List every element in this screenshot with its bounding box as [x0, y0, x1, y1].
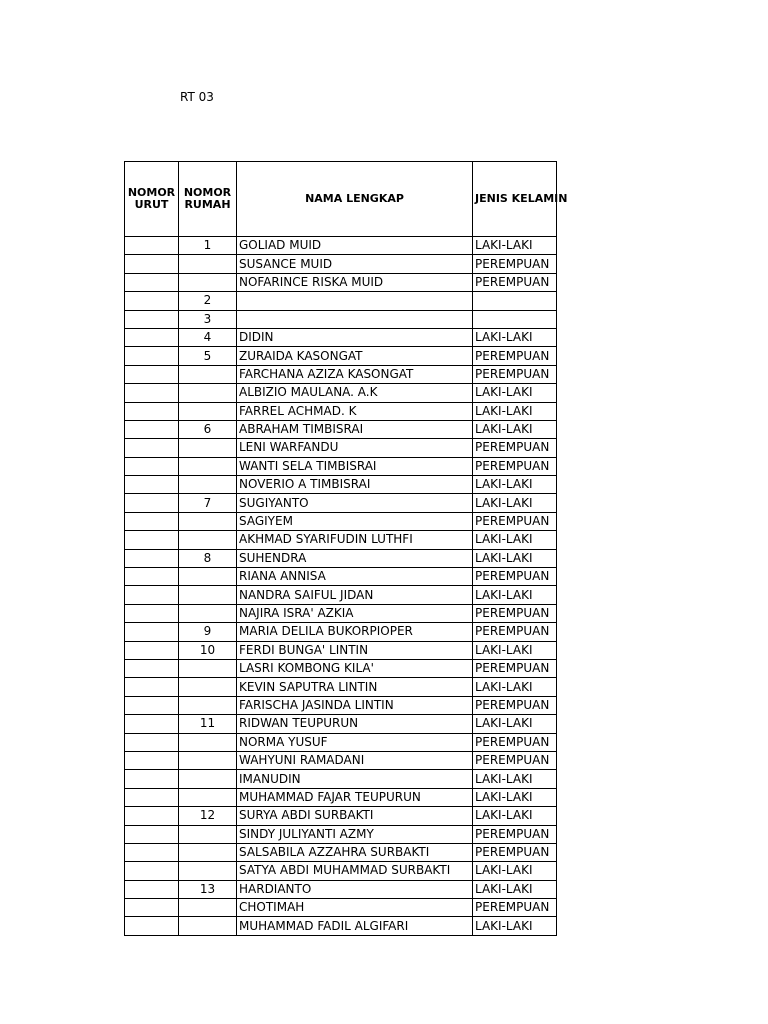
cell-nama-lengkap: SAGIYEM — [237, 512, 473, 530]
cell-jenis-kelamin: LAKI-LAKI — [473, 420, 557, 438]
cell-nomor-rumah — [179, 568, 237, 586]
cell-nama-lengkap — [237, 310, 473, 328]
table-row — [125, 549, 557, 567]
cell-nama-lengkap: SUSANCE MUID — [237, 255, 473, 273]
cell-jenis-kelamin: PEREMPUAN — [473, 347, 557, 365]
cell-nomor-rumah — [179, 476, 237, 494]
table-row — [125, 715, 557, 733]
cell-nomor-rumah — [179, 365, 237, 383]
cell-nama-lengkap: NORMA YUSUF — [237, 733, 473, 751]
cell-nomor-rumah: 6 — [179, 420, 237, 438]
table-row — [125, 641, 557, 659]
table-row — [125, 347, 557, 365]
table-body — [125, 237, 557, 936]
cell-nomor-urut — [125, 237, 179, 255]
cell-jenis-kelamin: PEREMPUAN — [473, 623, 557, 641]
table-row — [125, 770, 557, 788]
cell-jenis-kelamin: LAKI-LAKI — [473, 788, 557, 806]
table-row — [125, 825, 557, 843]
table-row — [125, 696, 557, 714]
cell-jenis-kelamin: LAKI-LAKI — [473, 586, 557, 604]
cell-nomor-rumah: 8 — [179, 549, 237, 567]
cell-nomor-urut — [125, 825, 179, 843]
cell-jenis-kelamin: PEREMPUAN — [473, 604, 557, 622]
cell-nama-lengkap: ZURAIDA KASONGAT — [237, 347, 473, 365]
cell-nama-lengkap: SINDY JULIYANTI AZMY — [237, 825, 473, 843]
cell-nomor-urut — [125, 512, 179, 530]
cell-nama-lengkap: GOLIAD MUID — [237, 237, 473, 255]
table-row — [125, 917, 557, 935]
cell-nomor-rumah — [179, 273, 237, 291]
table-row — [125, 843, 557, 861]
table-row — [125, 255, 557, 273]
cell-jenis-kelamin: PEREMPUAN — [473, 457, 557, 475]
cell-jenis-kelamin: PEREMPUAN — [473, 255, 557, 273]
table-row — [125, 292, 557, 310]
cell-nama-lengkap: SUGIYANTO — [237, 494, 473, 512]
cell-nomor-rumah — [179, 751, 237, 769]
cell-nama-lengkap: WAHYUNI RAMADANI — [237, 751, 473, 769]
cell-nomor-rumah — [179, 696, 237, 714]
cell-jenis-kelamin: LAKI-LAKI — [473, 770, 557, 788]
cell-nama-lengkap: ALBIZIO MAULANA. A.K — [237, 384, 473, 402]
cell-jenis-kelamin: LAKI-LAKI — [473, 715, 557, 733]
cell-nomor-urut — [125, 568, 179, 586]
cell-nomor-rumah — [179, 788, 237, 806]
table-row — [125, 751, 557, 769]
cell-nomor-urut — [125, 439, 179, 457]
cell-jenis-kelamin — [473, 310, 557, 328]
cell-nomor-urut — [125, 347, 179, 365]
cell-nama-lengkap: SUHENDRA — [237, 549, 473, 567]
cell-nomor-urut — [125, 788, 179, 806]
cell-nama-lengkap: FARCHANA AZIZA KASONGAT — [237, 365, 473, 383]
cell-nomor-rumah — [179, 457, 237, 475]
table-row — [125, 788, 557, 806]
table-row — [125, 623, 557, 641]
cell-nomor-rumah — [179, 659, 237, 677]
cell-jenis-kelamin: PEREMPUAN — [473, 825, 557, 843]
cell-jenis-kelamin: PEREMPUAN — [473, 843, 557, 861]
cell-nama-lengkap: MUHAMMAD FAJAR TEUPURUN — [237, 788, 473, 806]
cell-nomor-urut — [125, 255, 179, 273]
cell-nama-lengkap: RIDWAN TEUPURUN — [237, 715, 473, 733]
cell-jenis-kelamin: LAKI-LAKI — [473, 476, 557, 494]
cell-nomor-rumah: 13 — [179, 880, 237, 898]
cell-nomor-rumah — [179, 255, 237, 273]
cell-nama-lengkap: NOFARINCE RISKA MUID — [237, 273, 473, 291]
header-nomor-urut: NOMOR URUT — [125, 162, 179, 237]
cell-nomor-urut — [125, 917, 179, 935]
cell-nomor-urut — [125, 696, 179, 714]
table-row — [125, 880, 557, 898]
cell-nama-lengkap: MUHAMMAD FADIL ALGIFARI — [237, 917, 473, 935]
table-row — [125, 328, 557, 346]
cell-nomor-urut — [125, 384, 179, 402]
cell-nomor-urut — [125, 604, 179, 622]
cell-jenis-kelamin — [473, 292, 557, 310]
cell-jenis-kelamin: PEREMPUAN — [473, 273, 557, 291]
cell-nomor-urut — [125, 623, 179, 641]
table-row — [125, 531, 557, 549]
cell-nomor-urut — [125, 273, 179, 291]
table-row — [125, 512, 557, 530]
table-row — [125, 402, 557, 420]
cell-nomor-rumah — [179, 825, 237, 843]
cell-nomor-rumah: 9 — [179, 623, 237, 641]
cell-nomor-rumah: 4 — [179, 328, 237, 346]
cell-nomor-rumah — [179, 770, 237, 788]
cell-jenis-kelamin: PEREMPUAN — [473, 568, 557, 586]
cell-nama-lengkap: FERDI BUNGA' LINTIN — [237, 641, 473, 659]
cell-nama-lengkap — [237, 292, 473, 310]
table-row — [125, 862, 557, 880]
cell-nomor-rumah — [179, 843, 237, 861]
cell-nomor-urut — [125, 880, 179, 898]
cell-nomor-urut — [125, 899, 179, 917]
table-row — [125, 586, 557, 604]
resident-table — [124, 161, 568, 936]
cell-jenis-kelamin: PEREMPUAN — [473, 733, 557, 751]
cell-nomor-rumah — [179, 604, 237, 622]
page-title: RT 03 — [180, 90, 214, 104]
cell-nomor-urut — [125, 476, 179, 494]
cell-nomor-rumah — [179, 899, 237, 917]
cell-jenis-kelamin: LAKI-LAKI — [473, 917, 557, 935]
cell-nomor-urut — [125, 678, 179, 696]
cell-nomor-urut — [125, 843, 179, 861]
cell-jenis-kelamin: PEREMPUAN — [473, 899, 557, 917]
cell-nama-lengkap: RIANA ANNISA — [237, 568, 473, 586]
cell-nama-lengkap: IMANUDIN — [237, 770, 473, 788]
cell-nomor-rumah — [179, 439, 237, 457]
cell-nomor-rumah — [179, 531, 237, 549]
cell-jenis-kelamin: LAKI-LAKI — [473, 237, 557, 255]
header-nomor-rumah: NOMOR RUMAH — [179, 162, 237, 237]
table-row — [125, 604, 557, 622]
header-jenis-kelamin: JENIS KELAMIN — [473, 162, 557, 237]
cell-nomor-rumah: 7 — [179, 494, 237, 512]
cell-nomor-rumah — [179, 384, 237, 402]
cell-nama-lengkap: NANDRA SAIFUL JIDAN — [237, 586, 473, 604]
table-row — [125, 237, 557, 255]
cell-jenis-kelamin: PEREMPUAN — [473, 751, 557, 769]
cell-nomor-rumah: 3 — [179, 310, 237, 328]
table-header-row — [125, 162, 557, 237]
cell-nomor-rumah: 2 — [179, 292, 237, 310]
table-row — [125, 494, 557, 512]
cell-jenis-kelamin: LAKI-LAKI — [473, 384, 557, 402]
cell-nama-lengkap: NAJIRA ISRA' AZKIA — [237, 604, 473, 622]
cell-jenis-kelamin: PEREMPUAN — [473, 696, 557, 714]
table-row — [125, 733, 557, 751]
cell-nomor-urut — [125, 715, 179, 733]
cell-jenis-kelamin: LAKI-LAKI — [473, 641, 557, 659]
cell-nama-lengkap: SALSABILA AZZAHRA SURBAKTI — [237, 843, 473, 861]
cell-nomor-urut — [125, 807, 179, 825]
cell-nomor-urut — [125, 586, 179, 604]
cell-nama-lengkap: SURYA ABDI SURBAKTI — [237, 807, 473, 825]
table-row — [125, 899, 557, 917]
table-row — [125, 659, 557, 677]
cell-nama-lengkap: FARISCHA JASINDA LINTIN — [237, 696, 473, 714]
cell-nomor-urut — [125, 641, 179, 659]
cell-nama-lengkap: KEVIN SAPUTRA LINTIN — [237, 678, 473, 696]
table-row — [125, 568, 557, 586]
cell-nomor-rumah — [179, 512, 237, 530]
cell-nomor-rumah: 1 — [179, 237, 237, 255]
cell-jenis-kelamin: LAKI-LAKI — [473, 862, 557, 880]
cell-jenis-kelamin: LAKI-LAKI — [473, 807, 557, 825]
table-row — [125, 807, 557, 825]
cell-nomor-urut — [125, 770, 179, 788]
cell-nomor-urut — [125, 310, 179, 328]
cell-nomor-urut — [125, 292, 179, 310]
table-row — [125, 384, 557, 402]
cell-nomor-urut — [125, 531, 179, 549]
cell-jenis-kelamin: LAKI-LAKI — [473, 531, 557, 549]
cell-nama-lengkap: NOVERIO A TIMBISRAI — [237, 476, 473, 494]
cell-nama-lengkap: ABRAHAM TIMBISRAI — [237, 420, 473, 438]
cell-nomor-urut — [125, 457, 179, 475]
table-row — [125, 310, 557, 328]
cell-nomor-urut — [125, 402, 179, 420]
cell-nomor-urut — [125, 365, 179, 383]
cell-nomor-rumah — [179, 862, 237, 880]
table-row — [125, 420, 557, 438]
table-row — [125, 273, 557, 291]
cell-jenis-kelamin: LAKI-LAKI — [473, 402, 557, 420]
cell-nama-lengkap: MARIA DELILA BUKORPIOPER — [237, 623, 473, 641]
cell-nomor-urut — [125, 862, 179, 880]
cell-nomor-rumah — [179, 733, 237, 751]
cell-jenis-kelamin: LAKI-LAKI — [473, 549, 557, 567]
cell-nama-lengkap: LASRI KOMBONG KILA' — [237, 659, 473, 677]
cell-nomor-urut — [125, 549, 179, 567]
cell-nama-lengkap: LENI WARFANDU — [237, 439, 473, 457]
cell-nomor-rumah — [179, 917, 237, 935]
table-row — [125, 365, 557, 383]
cell-jenis-kelamin: PEREMPUAN — [473, 365, 557, 383]
cell-nomor-rumah — [179, 678, 237, 696]
cell-nama-lengkap: SATYA ABDI MUHAMMAD SURBAKTI — [237, 862, 473, 880]
cell-jenis-kelamin: PEREMPUAN — [473, 512, 557, 530]
cell-nomor-rumah: 5 — [179, 347, 237, 365]
cell-nomor-urut — [125, 659, 179, 677]
table-row — [125, 476, 557, 494]
header-nama-lengkap: NAMA LENGKAP — [237, 162, 473, 237]
cell-jenis-kelamin: LAKI-LAKI — [473, 678, 557, 696]
cell-nomor-urut — [125, 751, 179, 769]
table-row — [125, 678, 557, 696]
cell-nomor-urut — [125, 420, 179, 438]
cell-jenis-kelamin: LAKI-LAKI — [473, 880, 557, 898]
cell-nomor-urut — [125, 733, 179, 751]
cell-nomor-urut — [125, 494, 179, 512]
cell-nomor-urut — [125, 328, 179, 346]
cell-nomor-rumah — [179, 402, 237, 420]
table-row — [125, 439, 557, 457]
cell-nomor-rumah: 11 — [179, 715, 237, 733]
cell-jenis-kelamin: PEREMPUAN — [473, 439, 557, 457]
cell-nomor-rumah — [179, 586, 237, 604]
cell-nomor-rumah: 12 — [179, 807, 237, 825]
table-row — [125, 457, 557, 475]
cell-nama-lengkap: AKHMAD SYARIFUDIN LUTHFI — [237, 531, 473, 549]
cell-jenis-kelamin: LAKI-LAKI — [473, 494, 557, 512]
cell-nama-lengkap: WANTI SELA TIMBISRAI — [237, 457, 473, 475]
cell-jenis-kelamin: LAKI-LAKI — [473, 328, 557, 346]
cell-nama-lengkap: FARREL ACHMAD. K — [237, 402, 473, 420]
cell-nomor-rumah: 10 — [179, 641, 237, 659]
cell-jenis-kelamin: PEREMPUAN — [473, 659, 557, 677]
cell-nama-lengkap: HARDIANTO — [237, 880, 473, 898]
cell-nama-lengkap: DIDIN — [237, 328, 473, 346]
cell-nama-lengkap: CHOTIMAH — [237, 899, 473, 917]
